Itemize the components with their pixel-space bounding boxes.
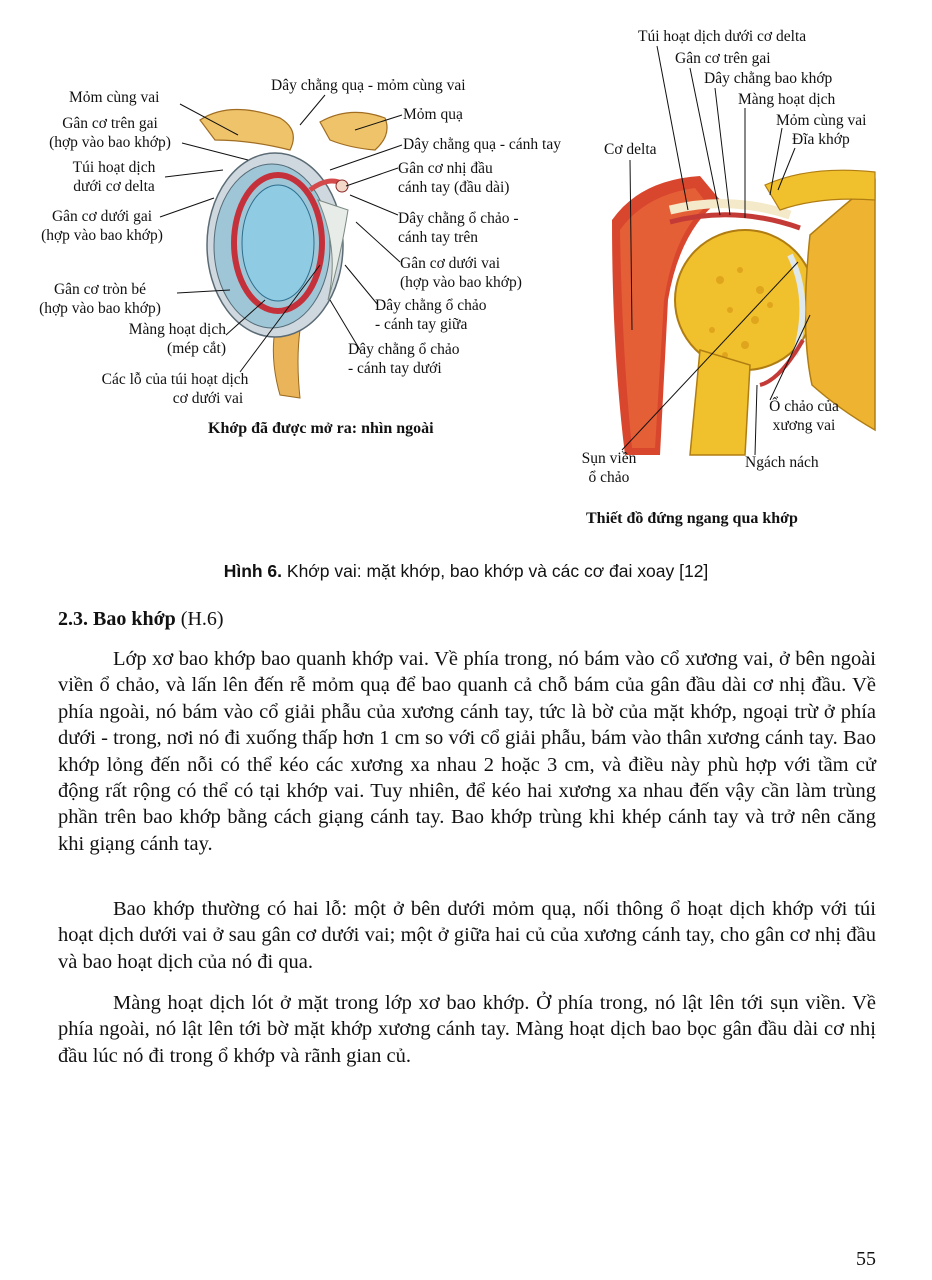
label-dia-khop: Đĩa khớp [792, 131, 850, 148]
label-ngach-nach: Ngách nách [745, 454, 819, 471]
label-mang-hoat-dich: Màng hoạt dịch (mép cắt) [128, 321, 226, 357]
label-day-chang-o-chao-tren: Dây chằng ổ chảo - cánh tay trên [398, 210, 519, 246]
label-mom-cung-vai-right: Mỏm cùng vai [776, 112, 867, 129]
right-subcaption: Thiết đồ đứng ngang qua khớp [586, 510, 798, 527]
paragraph-3: Màng hoạt dịch lót ở mặt trong lớp xơ bao khớp. Ở phía trong, nó lật lên tới sụn viền. Về phía ngoài, nó lật lên tới bờ mặt khớp xương cánh tay. Màng hoạt dịch bao bọc gân đầu dài cơ nhị đầu lúc nó đi trong ổ khớp và rãnh gian củ. [58, 992, 876, 1067]
left-subcaption: Khớp đã được mở ra: nhìn ngoài [208, 420, 434, 437]
label-day-chang-bao-khop: Dây chằng bao khớp [704, 70, 833, 87]
label-tui-hoat-dich-duoi-co-delta: Túi hoạt dịch dưới cơ delta [638, 28, 807, 45]
section-title-bold: 2.3. Bao khớp [58, 608, 176, 630]
label-day-chang-o-chao-duoi: Dây chằng ổ chảo - cánh tay dưới [348, 341, 460, 377]
caption-text: Khớp vai: mặt khớp, bao khớp và các cơ đai xoay [12] [282, 561, 709, 581]
paragraph-1: Lớp xơ bao khớp bao quanh khớp vai. Về phía trong, nó bám vào cổ xương vai, ở bên ngoài viền ổ chảo, và lấn lên đến rễ mỏm quạ để bao quanh cả chỗ bám của gân đầu dài cơ nhị đầu. Về phía ngoài, nó bám vào cổ giải phẫu của xương cánh tay, tức là bờ của mặt khớp, ngoại trừ ở phía dưới - trong, nơi nó đi xuống thấp hơn 1 cm so với cổ giải phẫu, bám vào thân xương cánh tay. Bao khớp lỏng đến nỗi có thể kéo các xương xa nhau 2 hoặc 3 cm, và điều này phù hợp với tầm cử động rất rộng có thể có tại khớp vai. Tuy nhiên, để kéo hai xương xa nhau đến vậy cần làm trùng phần trên bao khớp bằng cách giạng cánh tay. Bao khớp trùng khi khép cánh tay và trở nên căng khi giạng cánh tay. [58, 648, 876, 855]
label-co-delta: Cơ delta [604, 141, 657, 158]
label-sun-vien-o-chao: Sụn viền ổ chảo [581, 450, 637, 486]
label-gan-co-duoi-vai: Gân cơ dưới vai (hợp vào bao khớp) [400, 255, 522, 291]
caption-label: Hình 6. [223, 561, 283, 581]
figure-6 [0, 0, 932, 540]
label-mom-cung-vai: Mỏm cùng vai [69, 89, 160, 106]
label-gan-co-tron-be: Gân cơ tròn bé (hợp vào bao khớp) [39, 281, 161, 317]
label-o-chao-xuong-vai: Ổ chảo của xương vai [769, 398, 839, 434]
label-gan-co-tren-gai: Gân cơ trên gai (hợp vào bao khớp) [49, 115, 171, 151]
label-day-chang-qua-canh-tay: Dây chằng quạ - cánh tay [403, 136, 561, 153]
figure-caption [0, 561, 932, 582]
label-day-chang-qua-mom-cung-vai: Dây chằng quạ - mỏm cùng vai [271, 77, 466, 94]
page-number: 55 [856, 1248, 876, 1270]
section-title-ref: (H.6) [175, 608, 224, 630]
label-gan-co-nhi-dau: Gân cơ nhị đầu cánh tay (đầu dài) [398, 160, 510, 196]
label-gan-co-duoi-gai: Gân cơ dưới gai (hợp vào bao khớp) [41, 208, 163, 244]
label-cac-lo-tui-hoat-dich: Các lỗ của túi hoạt dịch cơ dưới vai [101, 371, 249, 407]
label-mom-qua: Mỏm quạ [403, 106, 463, 123]
label-gan-co-tren-gai-right: Gân cơ trên gai [675, 50, 771, 67]
section-title [58, 608, 224, 631]
label-mang-hoat-dich-right: Màng hoạt dịch [738, 91, 836, 108]
paragraph-2: Bao khớp thường có hai lỗ: một ở bên dưới mỏm quạ, nối thông ổ hoạt dịch khớp với túi hoạt dịch dưới vai ở sau gân cơ dưới vai; một ở giữa hai củ của xương cánh tay, cho gân cơ nhị đầu và bao hoạt dịch của nó đi qua. [58, 898, 876, 973]
label-day-chang-o-chao-giua: Dây chằng ổ chảo - cánh tay giữa [375, 297, 487, 333]
label-tui-hoat-dich: Túi hoạt dịch dưới cơ delta [72, 159, 156, 195]
